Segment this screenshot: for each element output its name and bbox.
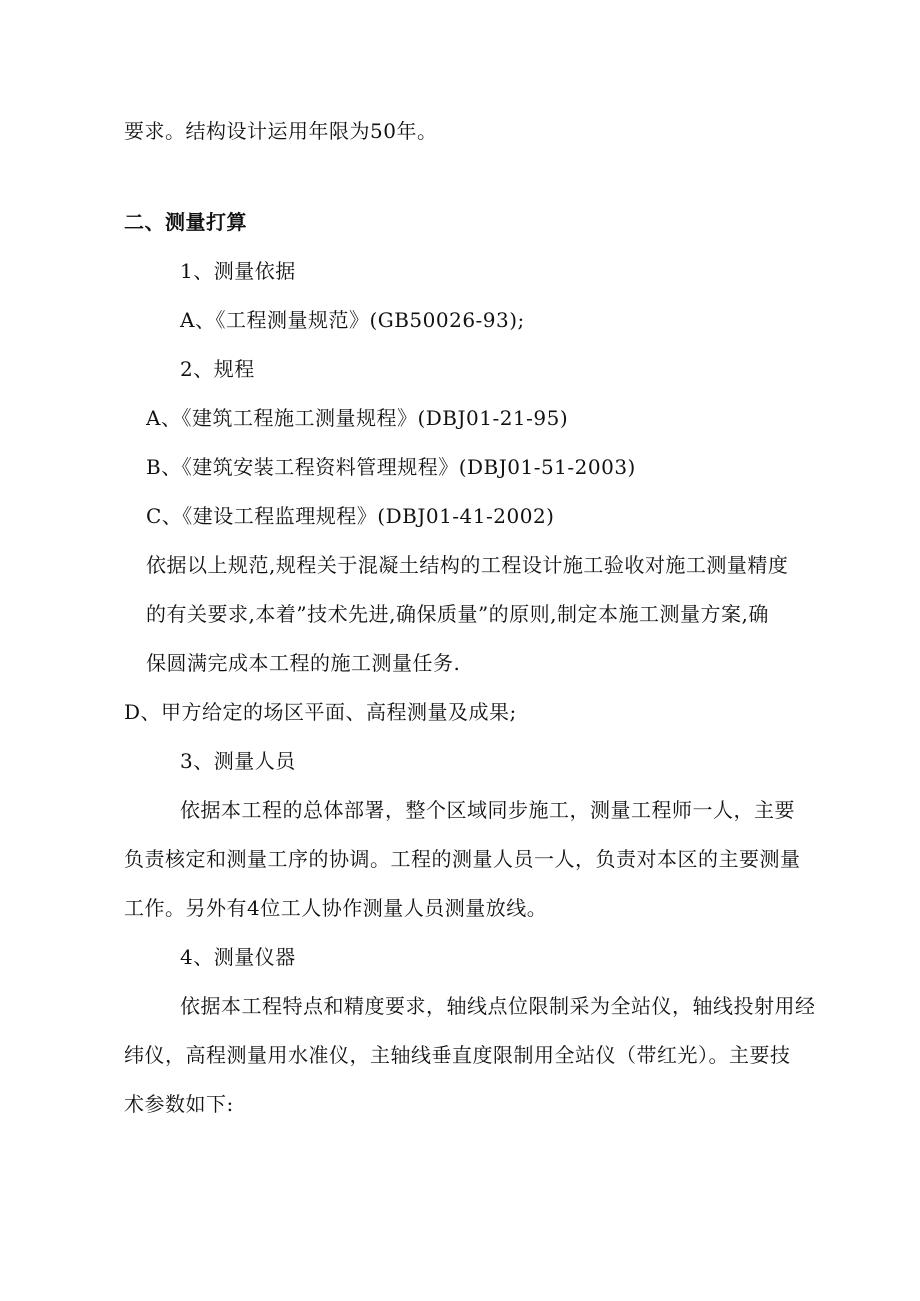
paragraph-line: 的有关要求,本着”技术先进,确保质量”的原则,制定本施工测量方案,确 (146, 602, 769, 626)
list-item: A、《建筑工程施工测量规程》(DBJ01-21-95) (146, 406, 569, 430)
subsection-heading: 4、测量仪器 (180, 945, 296, 969)
list-item: A、《工程测量规范》(GB50026-93); (180, 308, 525, 332)
paragraph-line: 依据本工程特点和精度要求，轴线点位限制采为全站仪，轴线投射用经 (180, 994, 816, 1018)
paragraph-line: 纬仪，高程测量用水准仪，主轴线垂直度限制用全站仪（带红光）。主要技 (124, 1043, 791, 1067)
paragraph-line: 依据以上规范,规程关于混凝土结构的工程设计施工验收对施工测量精度 (146, 553, 789, 577)
paragraph-line: 依据本工程的总体部署，整个区域同步施工，测量工程师一人，主要 (180, 798, 795, 822)
subsection-heading: 2、规程 (180, 357, 255, 381)
list-item: C、《建设工程监理规程》(DBJ01-41-2002) (146, 504, 555, 528)
list-item: B、《建筑安装工程资料管理规程》(DBJ01-51-2003) (146, 455, 636, 479)
subsection-heading: 3、测量人员 (180, 749, 296, 773)
paragraph-line: 负责核定和测量工序的协调。工程的测量人员一人，负责对本区的主要测量 (124, 847, 801, 871)
subsection-heading: 1、测量依据 (180, 259, 296, 283)
paragraph-line: 工作。另外有4位工人协作测量人员测量放线。 (124, 896, 548, 920)
paragraph-line: 要求。结构设计运用年限为50年。 (124, 119, 438, 143)
paragraph-line: 保圆满完成本工程的施工测量任务. (146, 651, 461, 675)
section-heading: 二、测量打算 (124, 210, 247, 234)
list-item: D、甲方给定的场区平面、高程测量及成果; (124, 700, 517, 724)
paragraph-line: 术参数如下: (124, 1092, 234, 1116)
